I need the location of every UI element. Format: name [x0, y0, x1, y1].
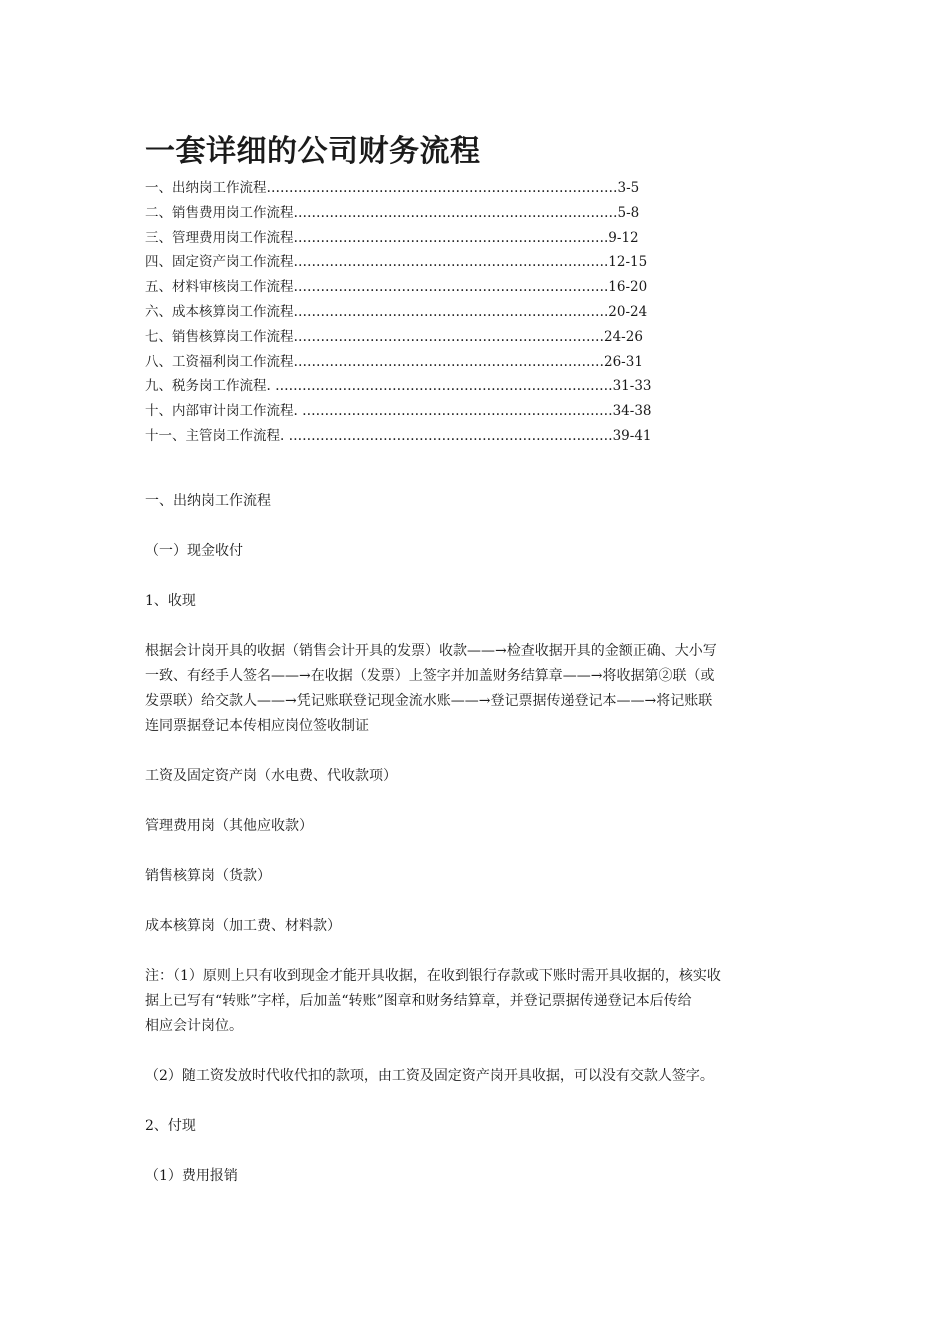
toc-entry: 十一、主管岗工作流程. ………………………………………………………………39-41	[145, 427, 652, 444]
toc-entry: 八、工资福利岗工作流程……………………………………………………………26-31	[145, 353, 643, 370]
section-heading: 一、出纳岗工作流程	[145, 492, 271, 509]
note-2-line: （2）随工资发放时代收代扣的款项，由工资及固定资产岗开具收据，可以没有交款人签字。	[145, 1067, 714, 1084]
toc-entry: 六、成本核算岗工作流程…………………………………………………………….20-24	[145, 303, 648, 320]
toc-entry: 十、内部审计岗工作流程. ……………………………………………………………34-38	[145, 403, 652, 420]
subsection-heading: （一）现金收付	[145, 542, 243, 559]
post-sales-line: 销售核算岗（货款）	[145, 867, 271, 884]
toc-entry: 二、销售费用岗工作流程………………………………………………………………5-8	[145, 204, 640, 221]
post-wage-line: 工资及固定资产岗（水电费、代收款项）	[145, 767, 397, 784]
toc-entry: 一、出纳岗工作流程……………………………………………………………………3-5	[145, 180, 640, 196]
paragraph-line: 据上已写有“转账”字样，后加盖“转账”图章和财务结算章，并登记票据传递登记本后传给	[145, 992, 692, 1009]
item-heading: 2、付现	[145, 1117, 196, 1134]
document-page	[145, 130, 805, 1189]
toc-entry: 七、销售核算岗工作流程……………………………………………………………24-26	[145, 328, 643, 345]
paragraph-line: 根据会计岗开具的收据（销售会计开具的发票）收款——→检查收据开具的金额正确、大小写	[145, 642, 717, 659]
table-of-contents	[145, 176, 805, 449]
paragraph-line: 连同票据登记本传相应岗位签收制证	[145, 717, 369, 734]
document-body	[145, 489, 805, 1189]
paragraph-line: 相应会计岗位。	[145, 1017, 243, 1034]
toc-entry: 四、固定资产岗工作流程…………………………………………………………….12-15	[145, 254, 648, 271]
sub-item-heading: （1）费用报销	[145, 1167, 238, 1184]
item-heading: 1、收现	[145, 592, 196, 609]
paragraph-line: 注：（1）原则上只有收到现金才能开具收据，在收到银行存款或下账时需开具收据的，核实收	[145, 967, 721, 984]
toc-entry: 三、管理费用岗工作流程…………………………………………………………….9-12	[145, 229, 639, 246]
toc-entry: 五、材料审核岗工作流程…………………………………………………………….16-20	[145, 279, 648, 296]
paragraph-line: 一致、有经手人签名——→在收据（发票）上签字并加盖财务结算章——→将收据第②联（或	[145, 667, 715, 684]
post-cost-line: 成本核算岗（加工费、材料款）	[145, 917, 341, 934]
document-title: 一套详细的公司财务流程	[145, 134, 481, 169]
post-admin-line: 管理费用岗（其他应收款）	[145, 817, 313, 834]
note-paragraph	[145, 964, 805, 1039]
paragraph-line: 发票联）给交款人——→凭记账联登记现金流水账——→登记票据传递登记本——→将记账联	[145, 692, 713, 709]
receipt-procedure-paragraph	[145, 639, 805, 739]
toc-entry: 九、税务岗工作流程. …………………………………………………………………31-33	[145, 378, 652, 395]
